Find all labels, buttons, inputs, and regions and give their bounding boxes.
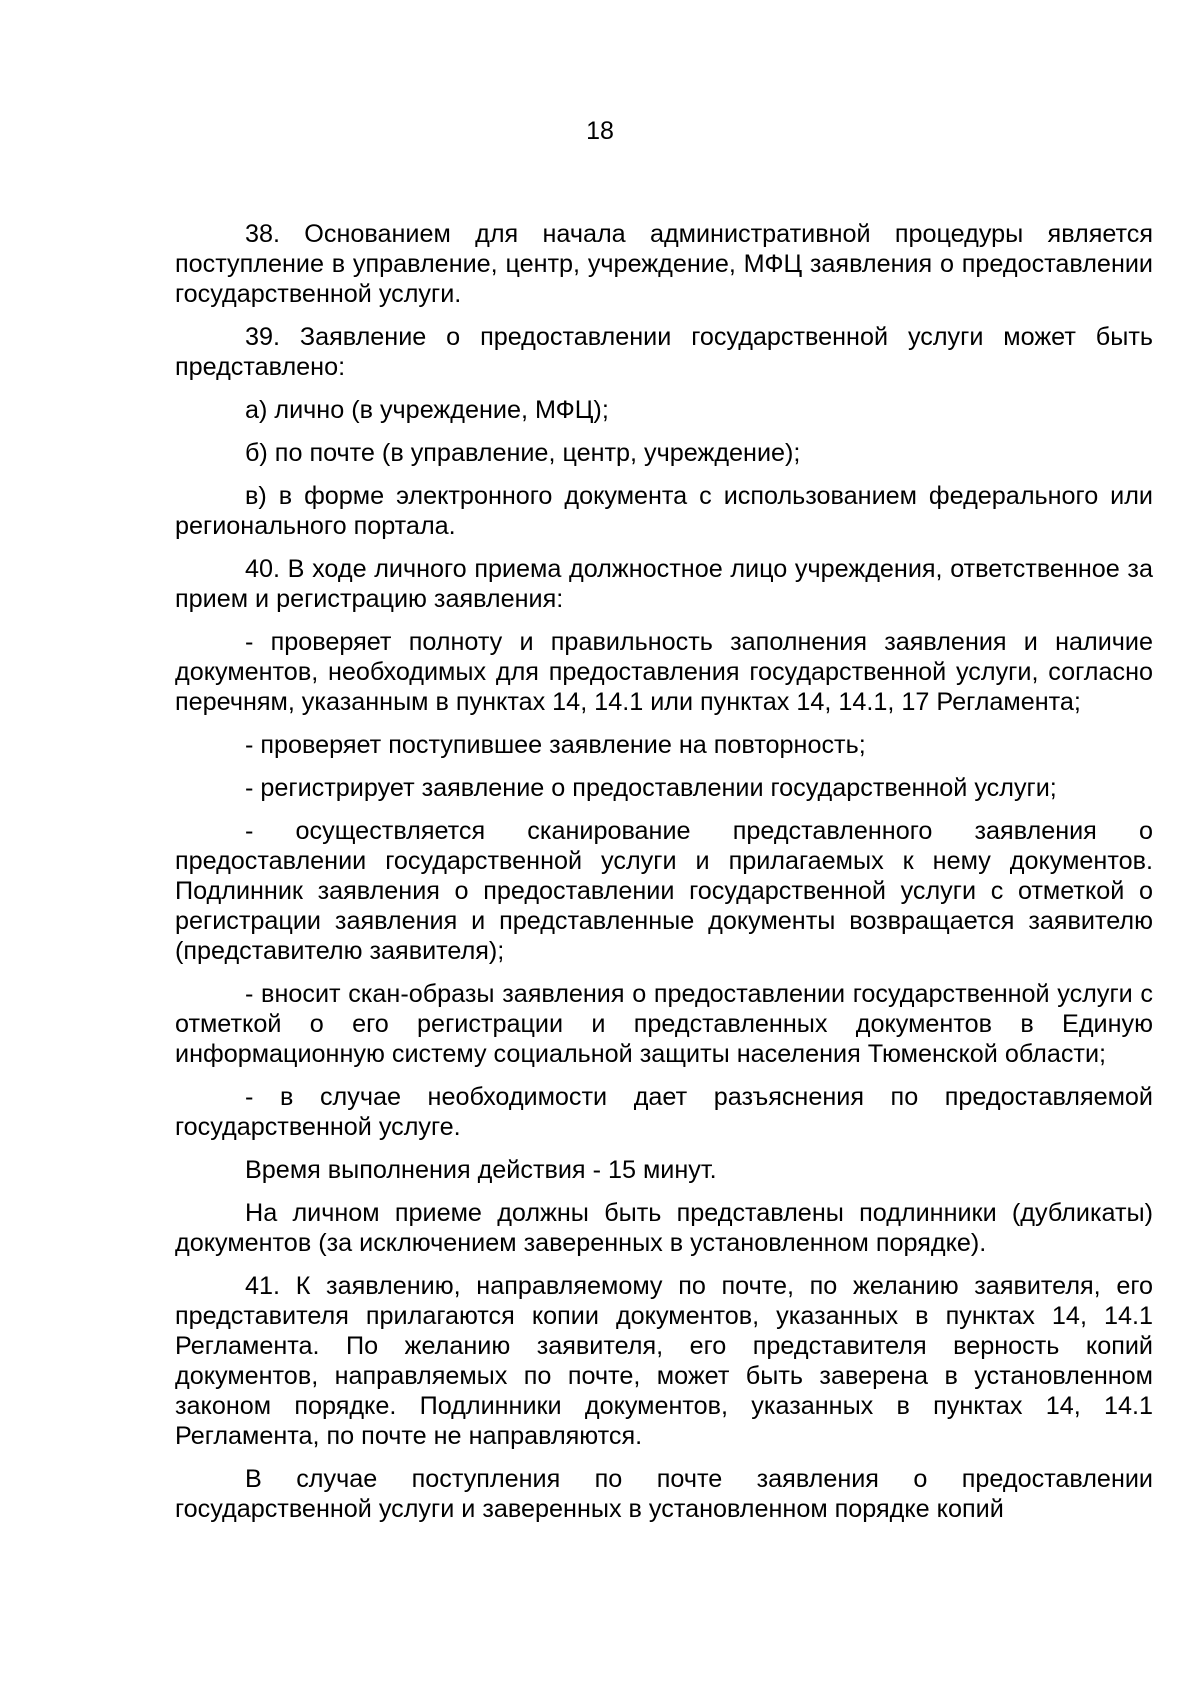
paragraph-38: 38. Основанием для начала административной процедуры является поступление в управление, центр, учреждение, МФЦ заявления о предоставлении государственной услуги. [175,220,1153,308]
page-number: 18 [586,117,614,145]
paragraph-40-item-4: - осуществляется сканирование представленного заявления о предоставлении государственной услуги и прилагаемых к нему документов. Подлинник заявления о предоставлении государственной услуги с отметкой о регистрации заявления и представленные документы возвращается заявителю (представителю заявителя); [175,817,1153,965]
paragraph-41-mail-case: В случае поступления по почте заявления о предоставлении государственной услуги и заверенных в установленном порядке копий [175,1465,1153,1523]
paragraph-39-a: а) лично (в учреждение, МФЦ); [245,396,609,424]
paragraph-40-item-5: - вносит скан-образы заявления о предоставлении государственной услуги с отметкой о его регистрации и представленных документов в Единую информационную систему социальной защиты населения Тюменской области; [175,980,1153,1068]
paragraph-41: 41. К заявлению, направляемому по почте, по желанию заявителя, его представителя прилагаются копии документов, указанных в пунктах 14, 14.1 Регламента. По желанию заявителя, его представителя верность копий документов, направляемых по почте, может быть заверена в установленном законом порядке. Подлинники документов, указанных в пунктах 14, 14.1 Регламента, по почте не направляются. [175,1272,1153,1450]
paragraph-40-item-2: - проверяет поступившее заявление на повторность; [245,731,866,759]
paragraph-40-item-1: - проверяет полноту и правильность заполнения заявления и наличие документов, необходимых для предоставления государственной услуги, согласно перечням, указанным в пунктах 14, 14.1 или пунктах 14, 14.1, 17 Регламента; [175,628,1153,716]
document-body [175,219,1153,1524]
paragraph-39: 39. Заявление о предоставлении государственной услуги может быть представлено: [175,323,1153,381]
paragraph-39-v: в) в форме электронного документа с использованием федерального или регионального портала. [175,482,1153,540]
paragraph-time: Время выполнения действия - 15 минут. [245,1156,717,1184]
paragraph-40-item-3: - регистрирует заявление о предоставлении государственной услуги; [245,774,1057,802]
paragraph-40-item-6: - в случае необходимости дает разъяснения по предоставляемой государственной услуге. [175,1083,1153,1141]
paragraph-39-b: б) по почте (в управление, центр, учреждение); [245,439,801,467]
paragraph-40: 40. В ходе личного приема должностное лицо учреждения, ответственное за прием и регистрацию заявления: [175,555,1153,613]
paragraph-originals: На личном приеме должны быть представлены подлинники (дубликаты) документов (за исключением заверенных в установленном порядке). [175,1199,1153,1257]
